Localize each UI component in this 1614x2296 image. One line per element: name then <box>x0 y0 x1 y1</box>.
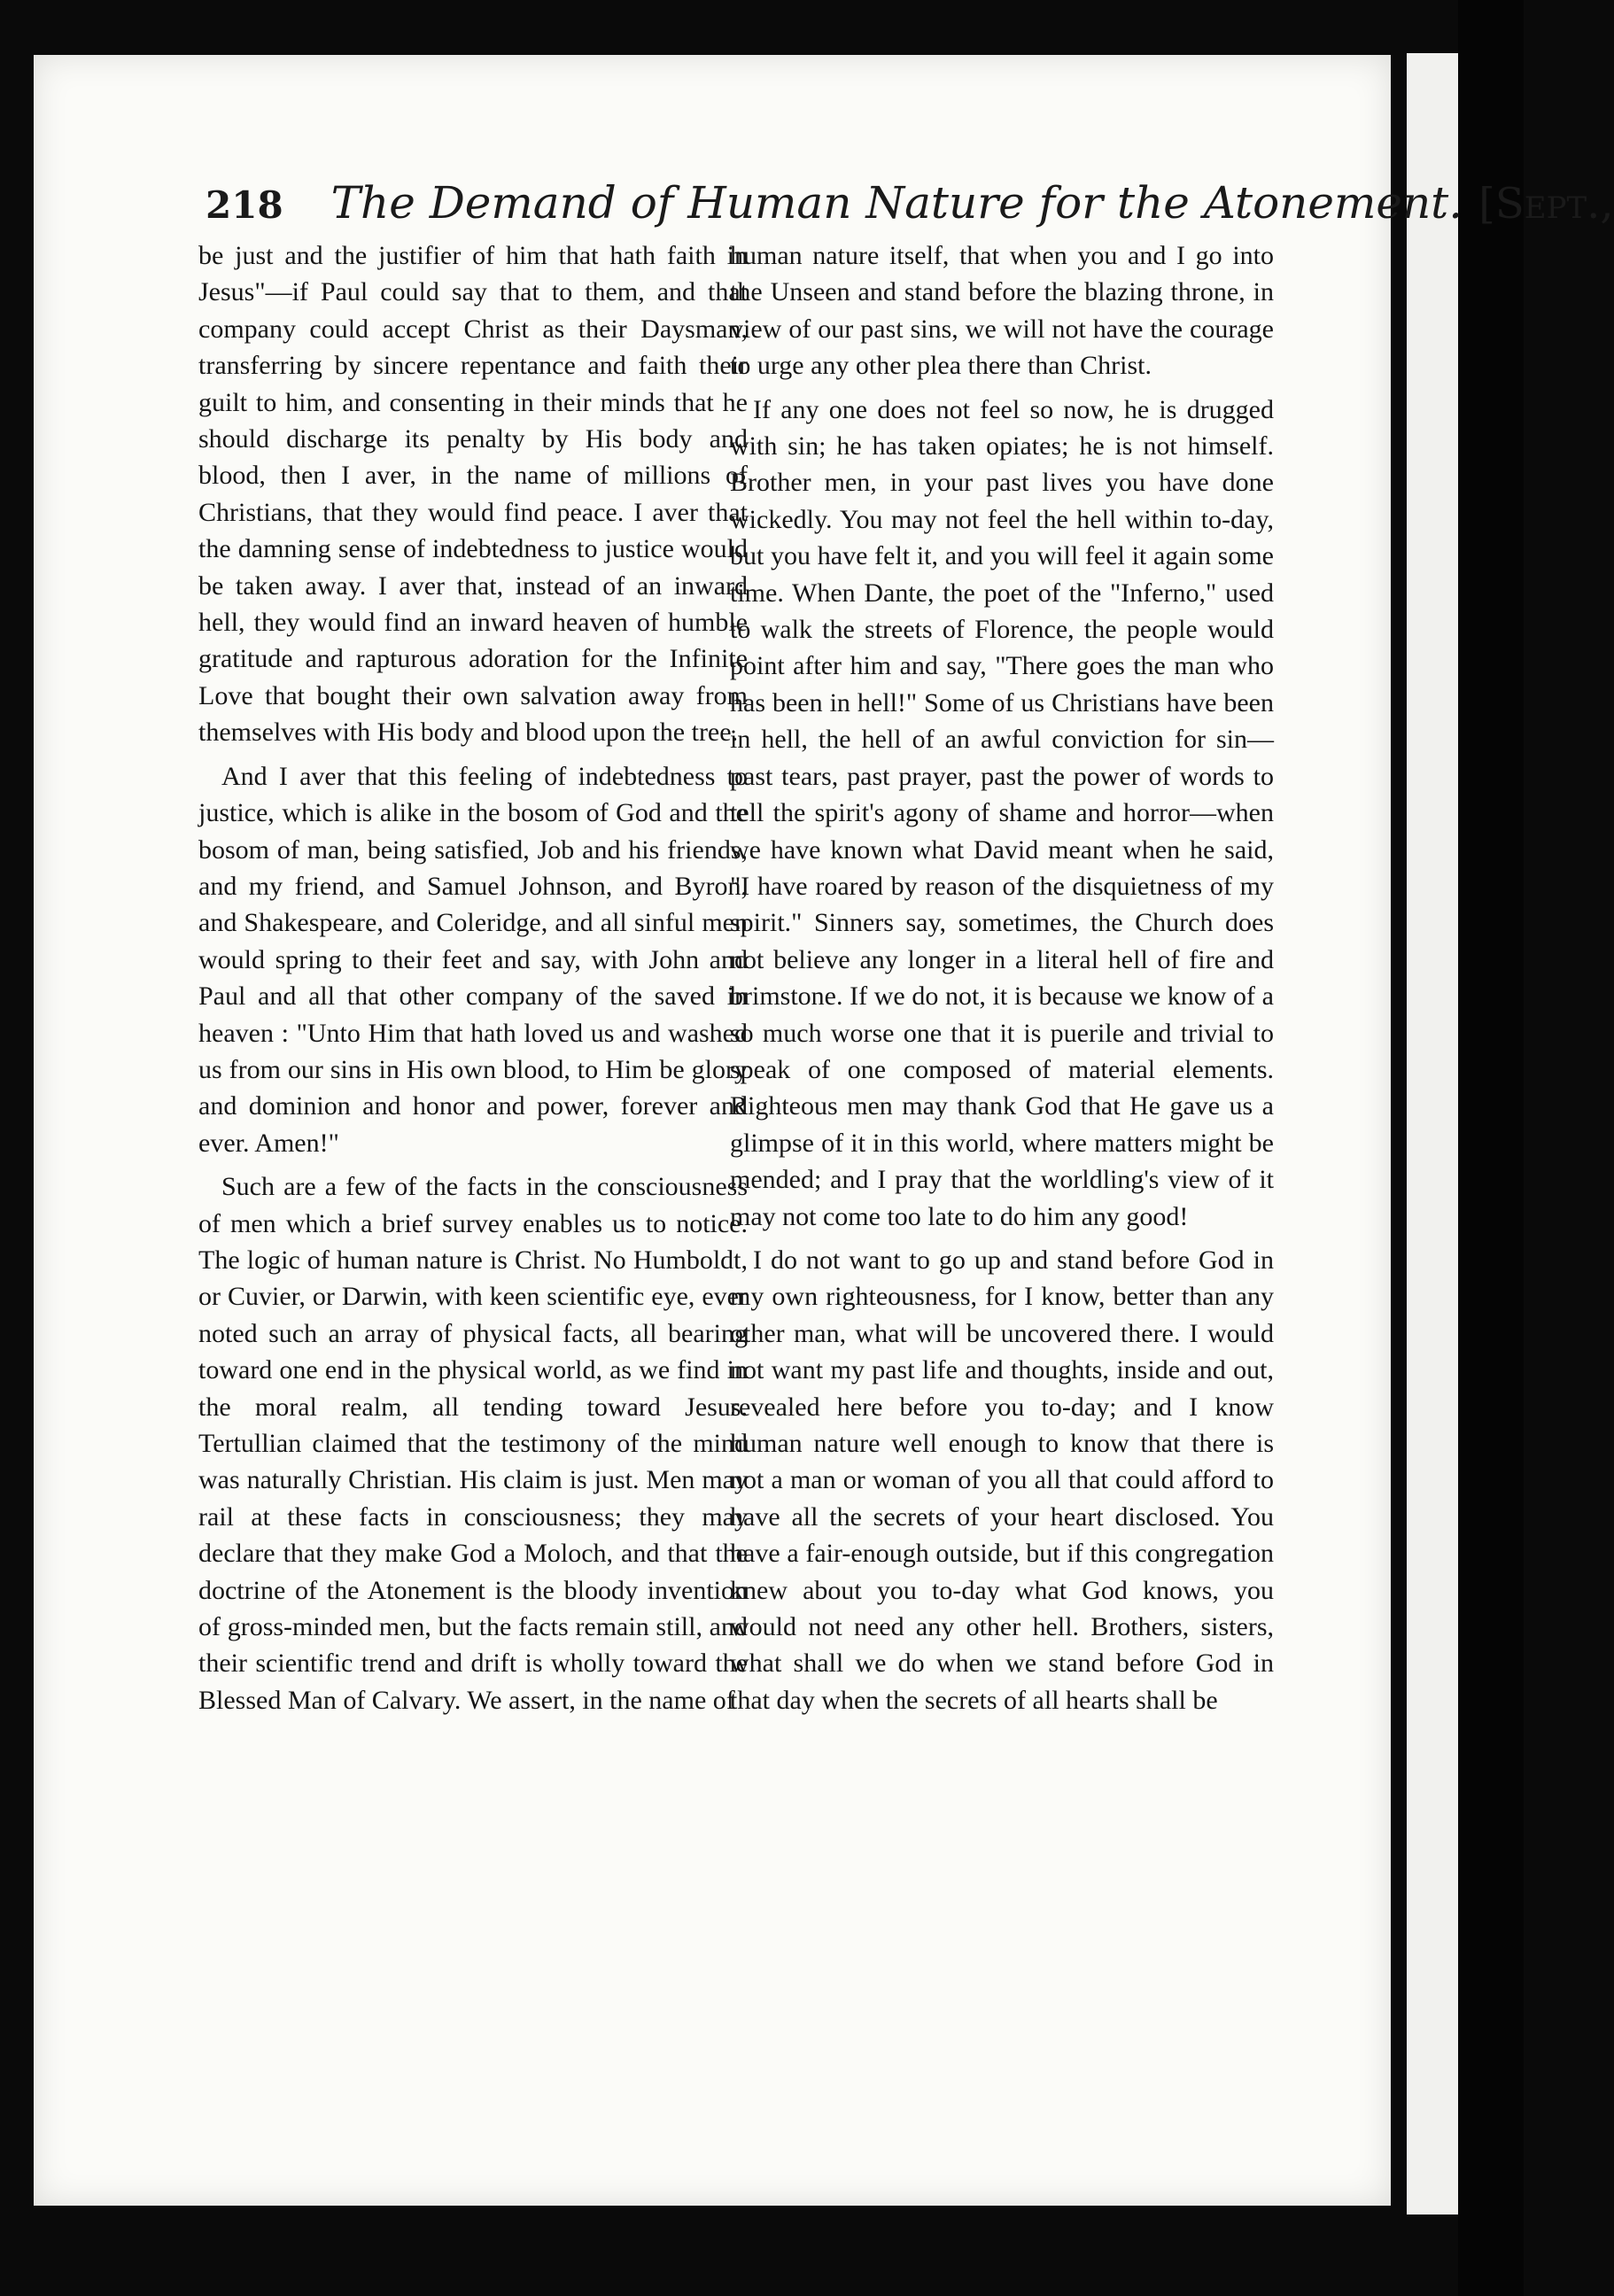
paragraph: human nature itself, that when you and I go into the Unseen and stand before the blazing throne, in view of our past sins, we will not have the courage to urge any other plea there than Christ. <box>730 241 1274 381</box>
page-number: 218 <box>206 183 283 227</box>
facing-page-edge <box>1407 53 1458 2215</box>
paragraph: If any one does not feel so now, he is drugged with sin; he has taken opiates; he is not himself. Brother men, in your past lives you have done wickedly. You may not feel the hell within to-day, but you have felt it, and you will feel it again some time. When Dante, the poet of the "Inferno," used to walk the streets of Florence, the people would point after him and say, "There goes the man who has been in hell!" Some of us Christians have been in hell, the hell of an awful conviction for sin—past tears, past prayer, past the power of words to tell the spirit's agony of shame and horror—when we have known what David meant when he said, "I have roared by reason of the disquietness of my spirit." Sinners say, sometimes, the Church does not believe any longer in a literal hell of fire and brimstone. If we do not, it is because we know of a so much worse one that it is puerile and trivial to speak of one composed of material elements. Righteous men may thank God that He gave us a glimpse of it in this world, where matters might be mended; and I pray that the worldling's view of it may not come too late to do him any good! <box>730 394 1274 1231</box>
paragraph: be just and the justifier of him that hath faith in Jesus"—if Paul could say that to them, and that company could accept Christ as their Daysman, transferring by sincere repentance and faith their guilt to him, and consenting in their minds that he should discharge its penalty by His body and blood, then I aver, in the name of millions of Christians, that they would find peace. I aver that the damning sense of indebtedness to justice would be taken away. I aver that, instead of an inward hell, they would find an inward heaven of humble gratitude and rapturous adoration for the Infinite Love that bought their own salvation away from themselves with His body and blood upon the tree. <box>198 241 748 748</box>
right-column <box>730 237 1274 1718</box>
paragraph: And I aver that this feeling of indebtedness to justice, which is alike in the bosom of God and the bosom of man, being satisfied, Job and his friends, and my friend, and Samuel Johnson, and Byron, and Shakespeare, and Coleridge, and all sinful men would spring to their feet and say, with John and Paul and all that other company of the saved in heaven : "Unto Him that hath loved us and washed us from our sins in His own blood, to Him be glory and dominion and honor and power, forever and ever. Amen!" <box>198 761 748 1158</box>
section-label: [Sept., <box>1478 179 1614 229</box>
left-column <box>198 237 748 1718</box>
paragraph: I do not want to go up and stand before God in my own righteousness, for I know, better than any other man, what will be uncovered there. I would not want my past life and thoughts, inside and out, revealed here before you to-day; and I know human nature well enough to know that there is not a man or woman of you all that could afford to have all the secrets of your heart disclosed. You have a fair-enough outside, but if this congregation knew about you to-day what God knows, you would not need any other hell. Brothers, sisters, what shall we do when we stand before God in that day when the secrets of all hearts shall be <box>730 1245 1274 1715</box>
scan-border-right <box>1458 0 1524 2296</box>
paragraph: Such are a few of the facts in the consciousness of men which a brief survey enables us to notice. The logic of human nature is Christ. No Humboldt, or Cuvier, or Darwin, with keen scientific eye, ever noted such an array of physical facts, all bearing toward one end in the physical world, as we find in the moral realm, all tending toward Jesus. Tertullian claimed that the testimony of the mind was naturally Christian. His claim is just. Men may rail at these facts in consciousness; they may declare that they make God a Moloch, and that the doctrine of the Atonement is the bloody invention of gross-minded men, but the facts remain still, and their scientific trend and drift is wholly toward the Blessed Man of Calvary. We assert, in the name of <box>198 1172 748 1715</box>
running-title: The Demand of Human Nature for the Atonement. <box>330 177 1463 229</box>
